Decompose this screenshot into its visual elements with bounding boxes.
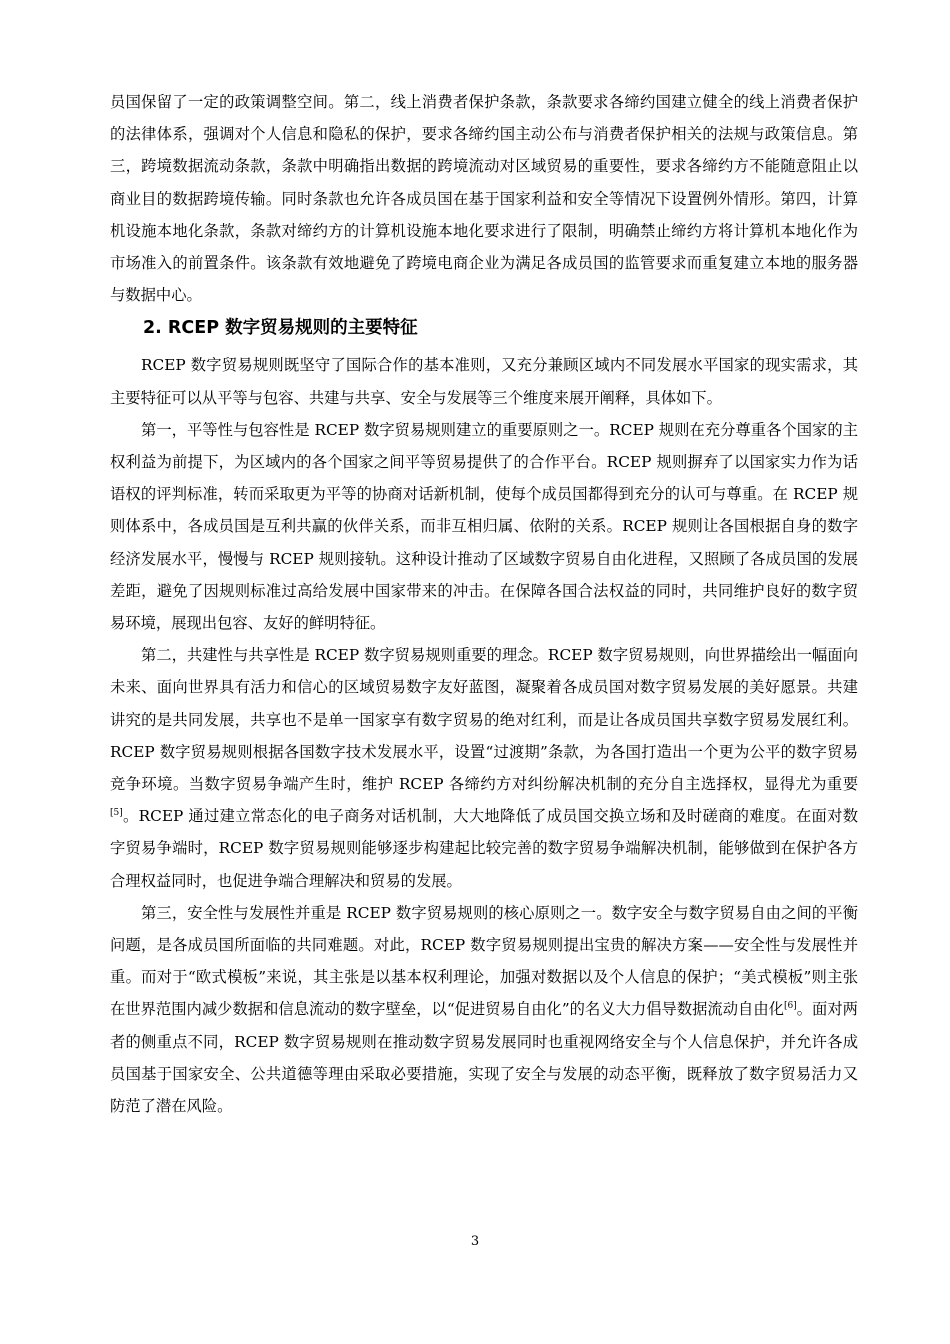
page-number: 3 [470, 1234, 480, 1249]
section-heading: 2. RCEP 数字贸易规则的主要特征 [143, 318, 418, 339]
citation-reference: [5] [110, 808, 123, 819]
paragraph-intro: RCEP 数字贸易规则既坚守了国际合作的基本准则，又充分兼顾区域内不同发展水平国家的现实需求，其主要特征可以从平等与包容、共建与共享、安全与发展等三个维度来展开阐释，具体如下。 [110, 356, 858, 407]
paragraph-security-development [110, 897, 858, 1122]
document-page [110, 86, 858, 1122]
paragraph-text: 第二，共建性与共享性是 RCEP 数字贸易规则重要的理念。RCEP 数字贸易规则，向世界描绘出一幅面向未来、面向世界具有活力和信心的区域贸易数字友好蓝图，凝聚着各成员国对数字贸易发展的美好愿景。共建讲究的是共同发展，共享也不是单一国家享有数字贸易的绝对红利，而是让各成员国共享数字贸易发展红利。RCEP 数字贸易规则根据各国数字技术发展水平，设置“过渡期”条款，为各国打造出一个更为公平的数字贸易竞争环境。当数字贸易争端产生时，维护 RCEP 各缔约方对纠纷解决机制的充分自主选择权，显得尤为重要 [110, 646, 858, 794]
paragraph-text: 第三，安全性与发展性并重是 RCEP 数字贸易规则的核心原则之一。数字安全与数字贸易自由之间的平衡问题，是各成员国所面临的共同难题。对此，RCEP 数字贸易规则提出宝贵的解决方案——安全性与发展性并重。而对于“欧式模板”来说，其主张是以基本权利理论，加强对数据以及个人信息的保护；“美式模板”则主张在世界范围内减少数据和信息流动的数字壁垒，以“促进贸易自由化”的名义大力倡导数据流动自由化 [110, 903, 858, 1019]
paragraph-equality-inclusiveness: 第一，平等性与包容性是 RCEP 数字贸易规则建立的重要原则之一。RCEP 规则在充分尊重各个国家的主权利益为前提下，为区域内的各个国家之间平等贸易提供了的合作平台。RCEP 规则摒弃了以国家实力作为话语权的评判标准，转而采取更为平等的协商对话新机制，使每个成员国都得到充分的认可与尊重。在 RCEP 规则体系中，各成员国是互利共赢的伙伴关系，而非互相归属、依附的关系。RCEP 规则让各国根据自身的数字经济发展水平，慢慢与 RCEP 规则接轨。这种设计推动了区域数字贸易自由化进程，又照顾了各成员国的发展差距，避免了因规则标准过高给发展中国家带来的冲击。在保障各国合法权益的同时，共同维护良好的数字贸易环境，展现出包容、友好的鲜明特征。 [110, 420, 858, 633]
paragraph-co-construction-sharing [110, 639, 858, 897]
paragraph-continued: 员国保留了一定的政策调整空间。第二，线上消费者保护条款，条款要求各缔约国建立健全的线上消费者保护的法律体系，强调对个人信息和隐私的保护，要求各缔约国主动公布与消费者保护相关的法规与政策信息。第三，跨境数据流动条款，条款中明确指出数据的跨境流动对区域贸易的重要性，要求各缔约方不能随意阻止以商业目的数据跨境传输。同时条款也允许各成员国在基于国家利益和安全等情况下设置例外情形。第四，计算机设施本地化条款，条款对缔约方的计算机设施本地化要求进行了限制，明确禁止缔约方将计算机本地化作为市场准入的前置条件。该条款有效地避免了跨境电商企业为满足各成员国的监管要求而重复建立本地的服务器与数据中心。 [110, 93, 858, 305]
paragraph-text: 。面对两者的侧重点不同，RCEP 数字贸易规则在推动数字贸易发展同时也重视网络安全与个人信息保护，并允许各成员国基于国家安全、公共道德等理由采取必要措施，实现了安全与发展的动态平衡，既释放了数字贸易活力又防范了潜在风险。 [110, 1000, 858, 1116]
paragraph-text: 。RCEP 通过建立常态化的电子商务对话机制，大大地降低了成员国交换立场和及时磋商的难度。在面对数字贸易争端时，RCEP 数字贸易规则能够逐步构建起比较完善的数字贸易争端解决机制，能够做到在保护各方合理权益同时，也促进争端合理解决和贸易的发展。 [110, 807, 858, 890]
citation-reference: [6] [783, 1001, 797, 1012]
